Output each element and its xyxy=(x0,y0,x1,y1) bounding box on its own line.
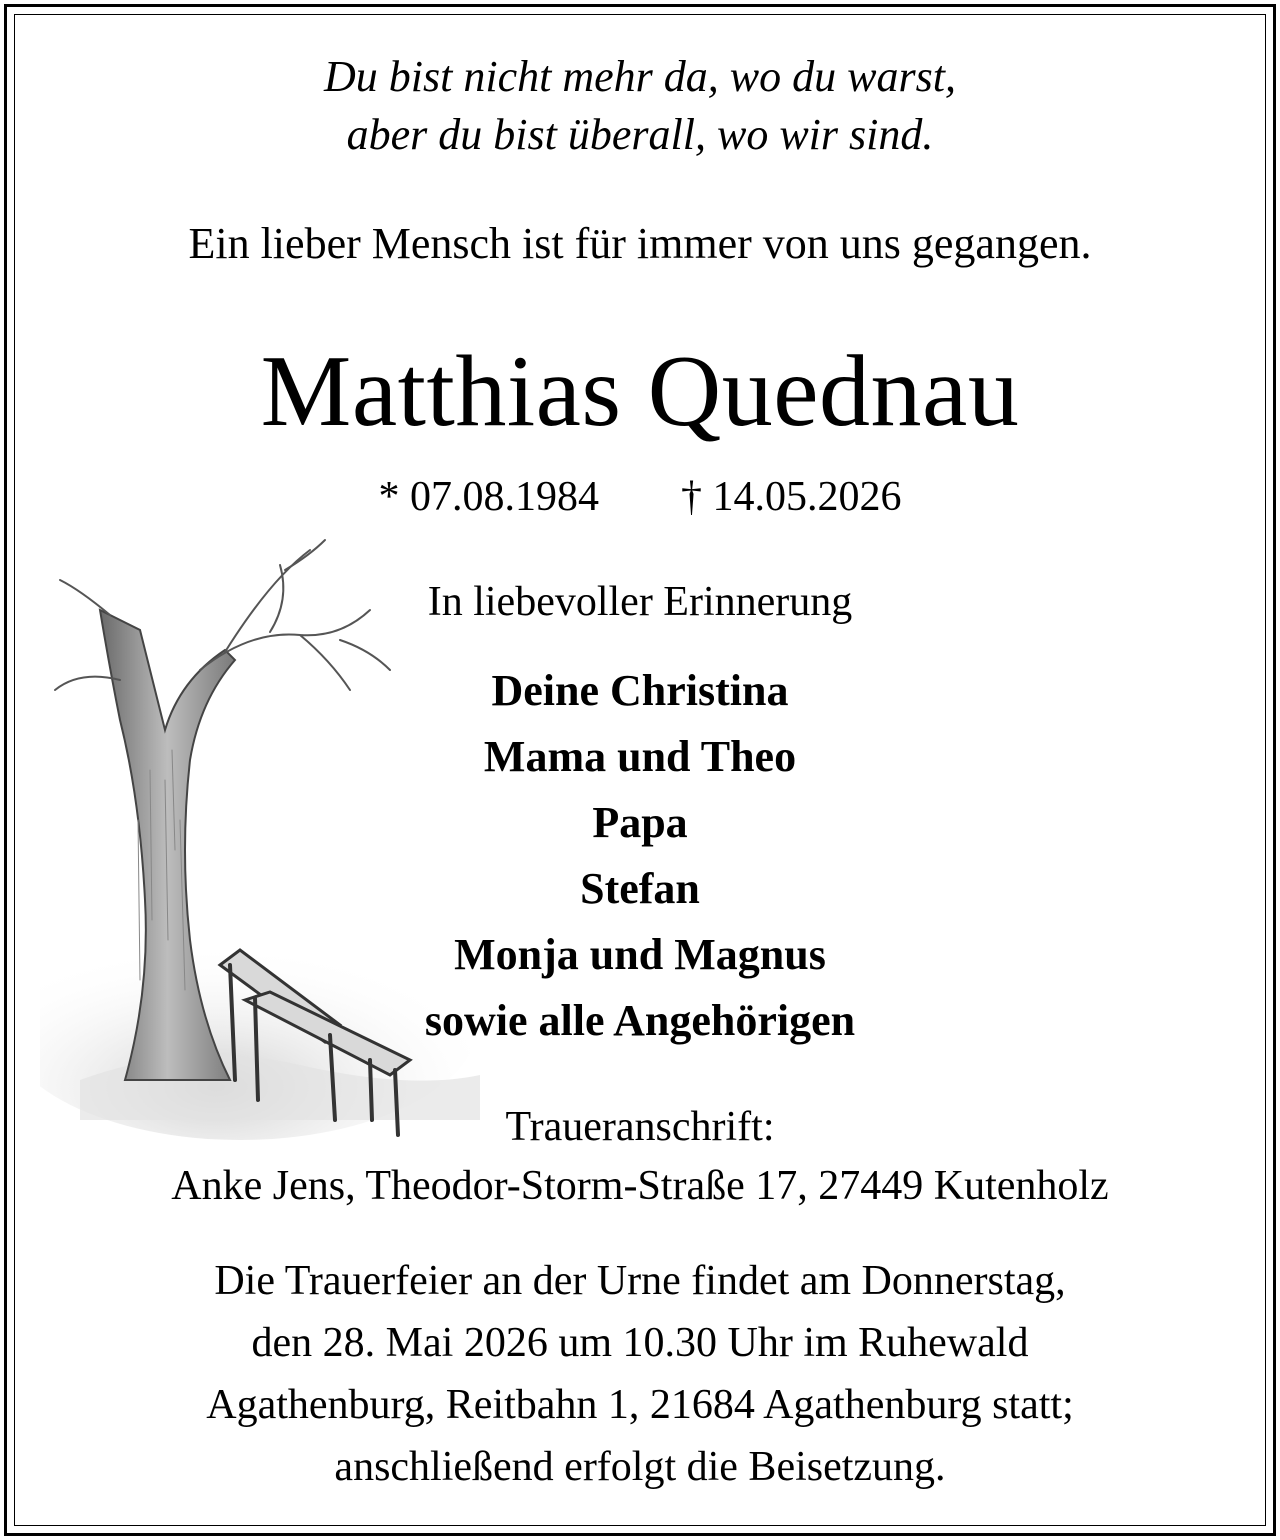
life-dates xyxy=(0,470,1280,524)
address-value: Anke Jens, Theodor-Storm-Straße 17, 27449 Kutenholz xyxy=(171,1163,1109,1209)
ceremony-line-3: Agathenburg, Reitbahn 1, 21684 Agathenburg statt; xyxy=(206,1382,1074,1428)
mourner-line: sowie alle Angehörigen xyxy=(424,996,856,1045)
mourner-line: Papa xyxy=(592,798,688,847)
ceremony-line-1: Die Trauerfeier an der Urne findet am Donnerstag, xyxy=(214,1258,1066,1304)
mourner-line: Stefan xyxy=(580,864,700,913)
deceased-name: Matthias Quednau xyxy=(260,335,1020,448)
mourner-line: Deine Christina xyxy=(491,666,789,715)
ceremony-line-4: anschließend erfolgt die Beisetzung. xyxy=(334,1444,946,1490)
memory-line: In liebevoller Erinnerung xyxy=(427,579,853,625)
quote-line-1: Du bist nicht mehr da, wo du warst, xyxy=(324,52,956,101)
quote-line-2: aber du bist überall, wo wir sind. xyxy=(346,110,934,159)
intro-text: Ein lieber Mensch ist für immer von uns gegangen. xyxy=(188,219,1092,268)
death-date: † 14.05.2026 xyxy=(681,474,902,520)
ceremony-line-2: den 28. Mai 2026 um 10.30 Uhr im Ruhewald xyxy=(251,1320,1029,1366)
address-label: Traueranschrift: xyxy=(505,1104,775,1150)
birth-date: * 07.08.1984 xyxy=(378,474,599,520)
mourner-line: Mama und Theo xyxy=(483,732,797,781)
mourner-line: Monja und Magnus xyxy=(454,930,826,979)
